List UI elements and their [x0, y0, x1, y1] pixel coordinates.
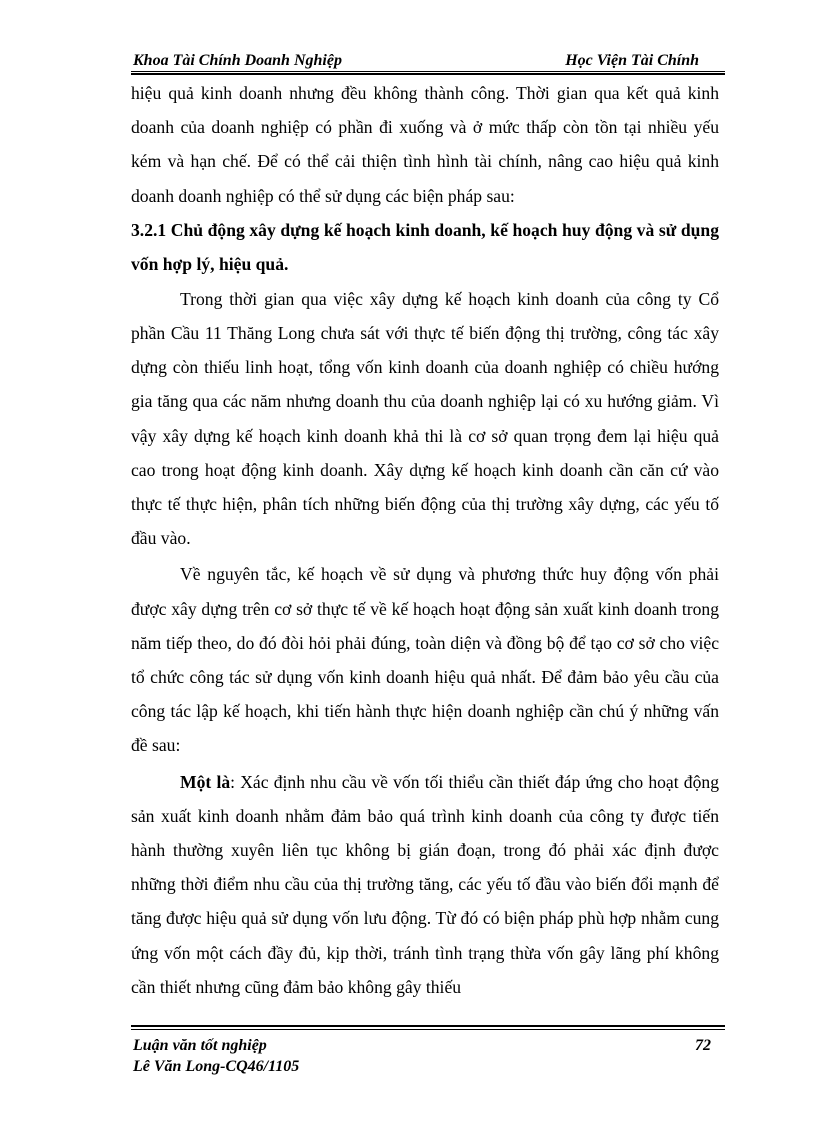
header-rule-thin	[131, 71, 725, 72]
page-body	[131, 76, 719, 1004]
page-number: 72	[695, 1037, 711, 1054]
paragraph-3-lead: Một là	[180, 771, 231, 792]
paragraph-1: Trong thời gian qua việc xây dựng kế hoạch kinh doanh của công ty Cổ phần Cầu 11 Thăng Long chưa sát với thực tế biến động thị trường, công tác xây dựng còn thiếu linh hoạt, tổng vốn kinh doanh của doanh nghiệp có chiều hướng gia tăng qua các năm nhưng doanh thu của doanh nghiệp lại có xu hướng giảm. Vì vậy xây dựng kế hoạch kinh doanh khả thi là cơ sở quan trọng đem lại hiệu quả cao trong hoạt động kinh doanh. Xây dựng kế hoạch kinh doanh cần căn cứ vào thực tế thực hiện, phân tích những biến động của thị trường xây dựng, các yếu tố đầu vào.	[131, 288, 719, 549]
page-footer	[131, 1025, 725, 1075]
footer-author: Lê Văn Long-CQ46/1105	[133, 1058, 300, 1075]
footer-rule-thick	[131, 1025, 725, 1027]
header-institution: Học Viện Tài Chính	[565, 52, 699, 69]
intro-paragraph: hiệu quả kinh doanh nhưng đều không thành công. Thời gian qua kết quả kinh doanh của doanh nghiệp có phần đi xuống và ở mức thấp còn tồn tại nhiều yếu kém và hạn chế. Để có thể cải thiện tình hình tài chính, nâng cao hiệu quả kinh doanh doanh nghiệp có thể sử dụng các biện pháp sau:	[131, 83, 719, 206]
section-heading: 3.2.1 Chủ động xây dựng kế hoạch kinh doanh, kế hoạch huy động và sử dụng vốn hợp lý, hiệu quả.	[131, 219, 719, 275]
footer-thesis-label: Luận văn tốt nghiệp	[133, 1037, 267, 1054]
paragraph-3	[131, 765, 719, 1004]
header-rule-thick	[131, 73, 725, 75]
paragraph-3-text: : Xác định nhu cầu về vốn tối thiểu cần thiết đáp ứng cho hoạt động sản xuất kinh doanh nhằm đảm bảo quá trình kinh doanh của công ty được tiến hành thường xuyên liên tục không bị gián đoạn, trong đó phải xác định được những thời điểm nhu cầu của thị trường tăng, các yếu tố đầu vào biến đổi mạnh để tăng được hiệu quả sử dụng vốn lưu động. Từ đó có biện pháp phù hợp nhằm cung ứng vốn một cách đầy đủ, kịp thời, tránh tình trạng thừa vốn gây lãng phí không cần thiết nhưng cũng đảm bảo không gây thiếu	[131, 771, 719, 997]
paragraph-2: Về nguyên tắc, kế hoạch về sử dụng và phương thức huy động vốn phải được xây dựng trên cơ sở thực tế về kế hoạch hoạt động sản xuất kinh doanh trong năm tiếp theo, do đó đòi hỏi phải đúng, toàn diện và đồng bộ để tạo cơ sở cho việc tổ chức công tác sử dụng vốn kinh doanh hiệu quả nhất. Để đảm bảo yêu cầu của công tác lập kế hoạch, khi tiến hành thực hiện doanh nghiệp cần chú ý những vấn đề sau:	[131, 564, 719, 756]
footer-rule-thin	[131, 1029, 725, 1030]
header-faculty: Khoa Tài Chính Doanh Nghiệp	[133, 52, 342, 69]
page-header	[131, 50, 725, 76]
